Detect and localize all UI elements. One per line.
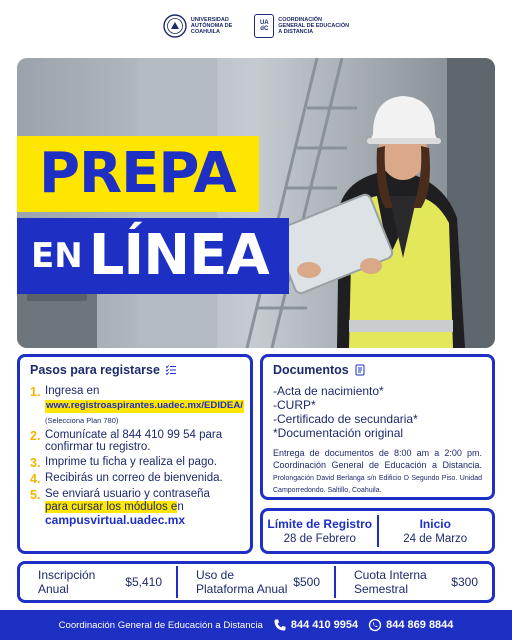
hero-banner [17,58,495,348]
dates-card [260,508,495,554]
cost-label: Uso de Plataforma Anual [196,567,288,596]
document-icon [354,364,366,376]
doc-item: -Certificado de secundaria* [273,411,418,426]
phone-icon [273,618,287,632]
cost-value: $5,410 [125,575,162,589]
title-en-linea-banner [17,218,289,294]
documents-card [260,354,495,500]
title-prepa: PREPA [39,141,236,206]
plan-note: (Selecciona Plan 780) [45,415,119,425]
delivery-address: Prolongación David Berlanga s/n Edificio D Segundo Piso. Unidad Camporredondo. Saltillo, Coahuila. [273,474,482,495]
step-4 [30,472,240,486]
start-value: 24 de Marzo [403,533,468,545]
step-text: Recibirás un correo de bienvenida. [45,472,223,485]
costs-card [17,561,495,603]
coordination-logo [254,14,349,38]
cost-value: $300 [451,575,478,589]
registration-deadline [263,517,377,545]
deadline-label: Límite de Registro [267,517,373,531]
step-text: Ingresa en [45,385,100,397]
delivery-main-text: Entrega de documentos de 8:00 am a 2:00 pm. Coordinación General de Educación a Distancia. [273,447,482,470]
checklist-icon [165,364,177,376]
documents-title-text: Documentos [273,363,349,377]
phone-number: 844 410 9954 [290,619,359,631]
whatsapp-number: 844 869 8844 [386,619,454,631]
step-1 [30,385,243,413]
cost-label: Cuota Interna Semestral [354,567,427,596]
title-prepa-banner [17,136,259,212]
cost-enrollment [20,568,176,596]
university-logo [163,14,232,38]
cost-platform [178,568,334,596]
uadec-badge: UA dC [254,14,274,38]
header [0,0,512,52]
cost-label: Inscripción Anual [38,567,96,596]
title-en: EN [31,236,83,276]
step-text: Imprime tu ficha y realiza el pago. [45,456,217,469]
delivery-info [273,447,482,496]
footer-bar [0,610,512,640]
university-name: UNIVERSIDAD AUTÓNOMA DE COAHUILA [190,16,233,36]
deadline-value: 28 de Febrero [283,533,356,545]
start-date [379,517,493,545]
step-2 [30,429,240,455]
documents-title [273,363,482,377]
footer-text: Coordinación General de Educación a Distancia [58,619,263,631]
step-5 [30,488,240,527]
step-number: 1. [30,385,41,399]
cost-internal [336,568,492,596]
steps-title-text: Pasos para registarse [30,363,160,377]
whatsapp-icon [368,618,382,632]
step-text: Comunícate al 844 410 99 54 para confirmar tu registro. [45,428,223,454]
footer-whatsapp[interactable] [368,618,453,632]
doc-item: *Documentación original [273,425,404,440]
step-number: 4. [30,472,41,487]
step-number: 5. [30,488,41,503]
doc-item: -CURP* [273,397,316,412]
start-label: Inicio [419,517,451,531]
step-number: 3. [30,456,41,471]
registration-steps-card [17,354,253,554]
registration-link[interactable]: www.registroaspirantes.uadec.mx/EDIDEA/ [46,399,243,411]
step-text-rest: n [177,501,184,514]
step-text-highlight: para cursar los módulos e [45,501,178,514]
university-seal-icon [163,14,187,38]
step-3 [30,456,240,470]
steps-title [30,363,240,377]
campus-link[interactable]: campusvirtual.uadec.mx [45,513,186,528]
step-text: Se enviará usuario y contraseña [45,488,210,501]
footer-phone[interactable] [273,618,358,632]
cost-value: $500 [293,575,320,589]
doc-item: -Acta de nacimiento* [273,384,384,398]
coordination-name: COORDINACIÓN GENERAL DE EDUCACIÓN A DISTANCIA [278,16,350,36]
title-linea: LÍNEA [88,223,269,288]
step-number: 2. [30,428,41,443]
